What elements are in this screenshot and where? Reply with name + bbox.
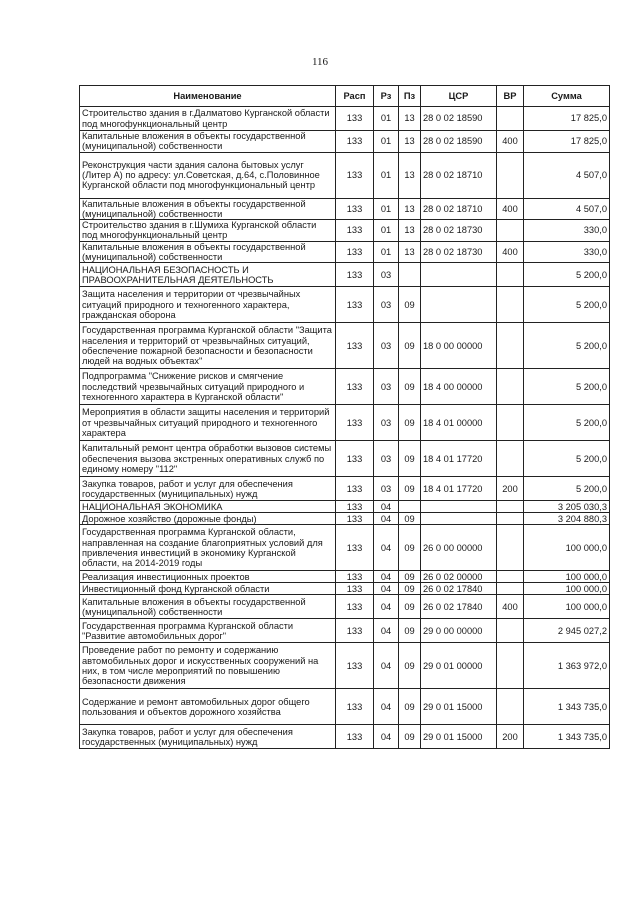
cell-rasp: 133 — [336, 689, 374, 725]
cell-sum: 5 200,0 — [524, 323, 610, 369]
cell-csr — [421, 263, 497, 287]
cell-csr: 28 0 02 18590 — [421, 107, 497, 131]
table-row — [80, 643, 610, 689]
table-row — [80, 689, 610, 725]
cell-csr — [421, 501, 497, 513]
cell-name: Дорожное хозяйство (дорожные фонды) — [80, 513, 336, 525]
cell-pz: 09 — [399, 571, 421, 583]
header-pz: Пз — [399, 86, 421, 107]
cell-rasp: 133 — [336, 571, 374, 583]
cell-name: Закупка товаров, работ и услуг для обеспечения государственных (муниципальных) нужд — [80, 725, 336, 749]
cell-vr — [497, 583, 524, 595]
cell-pz: 13 — [399, 220, 421, 242]
cell-vr — [497, 323, 524, 369]
table-row — [80, 263, 610, 287]
cell-sum: 3 204 880,3 — [524, 513, 610, 525]
cell-pz — [399, 263, 421, 287]
cell-vr — [497, 689, 524, 725]
cell-vr — [497, 287, 524, 323]
cell-sum: 5 200,0 — [524, 477, 610, 501]
cell-rasp: 133 — [336, 477, 374, 501]
cell-rz: 04 — [374, 619, 399, 643]
cell-pz — [399, 501, 421, 513]
cell-rz: 01 — [374, 241, 399, 263]
cell-rasp: 133 — [336, 263, 374, 287]
cell-sum: 330,0 — [524, 220, 610, 242]
cell-vr — [497, 152, 524, 198]
cell-pz: 09 — [399, 369, 421, 405]
cell-vr — [497, 405, 524, 441]
cell-rasp: 133 — [336, 198, 374, 220]
cell-sum: 17 825,0 — [524, 107, 610, 131]
cell-rasp: 133 — [336, 583, 374, 595]
cell-pz: 09 — [399, 323, 421, 369]
cell-sum: 5 200,0 — [524, 441, 610, 477]
cell-name: Государственная программа Курганской области "Защита населения и территорий от чрезвычайных ситуаций, обеспечение пожарной безопасности и безопасности людей на водных объектах" — [80, 323, 336, 369]
cell-rasp: 133 — [336, 241, 374, 263]
cell-name: Подпрограмма "Снижение рисков и смягчение последствий чрезвычайных ситуаций природного и техногенного характера в Курганской области" — [80, 369, 336, 405]
cell-name: Защита населения и территории от чрезвычайных ситуаций природного и техногенного характера, гражданская оборона — [80, 287, 336, 323]
page-number: 116 — [311, 56, 329, 68]
table-row — [80, 441, 610, 477]
cell-name: Реконструкция части здания салона бытовых услуг (Литер А) по адресу: ул.Советская, д.64, с.Половинное Курганской области под многофункциональный центр — [80, 152, 336, 198]
cell-rz: 01 — [374, 131, 399, 153]
cell-name: Строительство здания в г.Шумиха Курганской области под многофункциональный центр — [80, 220, 336, 242]
cell-sum: 100 000,0 — [524, 525, 610, 571]
cell-name: Содержание и ремонт автомобильных дорог общего пользования и объектов дорожного хозяйства — [80, 689, 336, 725]
cell-sum: 17 825,0 — [524, 131, 610, 153]
cell-name: Капитальные вложения в объекты государственной (муниципальной) собственности — [80, 198, 336, 220]
cell-rasp: 133 — [336, 725, 374, 749]
cell-rasp: 133 — [336, 513, 374, 525]
cell-rz: 04 — [374, 725, 399, 749]
cell-rz: 04 — [374, 583, 399, 595]
cell-vr: 400 — [497, 198, 524, 220]
cell-csr: 28 0 02 18730 — [421, 220, 497, 242]
table-row — [80, 198, 610, 220]
header-csr: ЦСР — [421, 86, 497, 107]
table-row — [80, 619, 610, 643]
cell-rasp: 133 — [336, 619, 374, 643]
cell-vr — [497, 220, 524, 242]
table-row — [80, 369, 610, 405]
cell-sum: 100 000,0 — [524, 595, 610, 619]
cell-pz: 09 — [399, 619, 421, 643]
cell-rasp: 133 — [336, 220, 374, 242]
cell-pz: 09 — [399, 643, 421, 689]
table-row — [80, 725, 610, 749]
cell-vr — [497, 263, 524, 287]
header-name: Наименование — [80, 86, 336, 107]
table-row — [80, 595, 610, 619]
cell-vr — [497, 107, 524, 131]
header-vr: ВР — [497, 86, 524, 107]
cell-sum: 3 205 030,3 — [524, 501, 610, 513]
cell-sum: 1 343 735,0 — [524, 725, 610, 749]
table-row — [80, 107, 610, 131]
cell-rasp: 133 — [336, 107, 374, 131]
cell-rz: 03 — [374, 287, 399, 323]
cell-vr — [497, 643, 524, 689]
cell-pz: 13 — [399, 107, 421, 131]
table-row — [80, 525, 610, 571]
table-row — [80, 323, 610, 369]
cell-rz: 03 — [374, 477, 399, 501]
cell-pz: 13 — [399, 198, 421, 220]
cell-pz: 09 — [399, 287, 421, 323]
cell-csr: 18 4 01 00000 — [421, 405, 497, 441]
cell-rz: 04 — [374, 525, 399, 571]
table-row — [80, 152, 610, 198]
cell-csr: 18 4 01 17720 — [421, 477, 497, 501]
cell-rasp: 133 — [336, 369, 374, 405]
cell-rasp: 133 — [336, 152, 374, 198]
cell-name: Капитальные вложения в объекты государственной (муниципальной) собственности — [80, 595, 336, 619]
cell-name: НАЦИОНАЛЬНАЯ ЭКОНОМИКА — [80, 501, 336, 513]
cell-sum: 330,0 — [524, 241, 610, 263]
cell-vr — [497, 525, 524, 571]
cell-csr: 29 0 01 15000 — [421, 689, 497, 725]
cell-csr: 29 0 00 00000 — [421, 619, 497, 643]
cell-sum: 5 200,0 — [524, 287, 610, 323]
cell-rasp: 133 — [336, 441, 374, 477]
cell-name: Реализация инвестиционных проектов — [80, 571, 336, 583]
cell-name: Государственная программа Курганской области "Развитие автомобильных дорог" — [80, 619, 336, 643]
cell-rz: 03 — [374, 263, 399, 287]
table-row — [80, 287, 610, 323]
cell-name: Капитальные вложения в объекты государственной (муниципальной) собственности — [80, 241, 336, 263]
table-row — [80, 583, 610, 595]
cell-pz: 09 — [399, 441, 421, 477]
cell-csr: 26 0 02 00000 — [421, 571, 497, 583]
cell-name: Инвестиционный фонд Курганской области — [80, 583, 336, 595]
header-rz: Рз — [374, 86, 399, 107]
cell-pz: 09 — [399, 595, 421, 619]
cell-pz: 13 — [399, 152, 421, 198]
cell-rz: 03 — [374, 323, 399, 369]
cell-rz: 01 — [374, 152, 399, 198]
cell-rz: 04 — [374, 643, 399, 689]
cell-vr — [497, 513, 524, 525]
table-header-row — [80, 86, 610, 107]
table-row — [80, 241, 610, 263]
cell-vr: 400 — [497, 595, 524, 619]
table-row — [80, 220, 610, 242]
cell-csr: 26 0 02 17840 — [421, 583, 497, 595]
cell-rasp: 133 — [336, 287, 374, 323]
cell-sum: 5 200,0 — [524, 405, 610, 441]
cell-vr — [497, 571, 524, 583]
cell-sum: 100 000,0 — [524, 583, 610, 595]
cell-sum: 1 343 735,0 — [524, 689, 610, 725]
cell-rasp: 133 — [336, 595, 374, 619]
cell-name: Закупка товаров, работ и услуг для обеспечения государственных (муниципальных) нужд — [80, 477, 336, 501]
cell-vr: 200 — [497, 725, 524, 749]
budget-table — [79, 85, 610, 749]
cell-rz: 03 — [374, 369, 399, 405]
cell-vr — [497, 369, 524, 405]
cell-csr: 26 0 00 00000 — [421, 525, 497, 571]
cell-rasp: 133 — [336, 643, 374, 689]
cell-sum: 4 507,0 — [524, 152, 610, 198]
cell-sum: 5 200,0 — [524, 369, 610, 405]
cell-rasp: 133 — [336, 131, 374, 153]
cell-csr: 28 0 02 18590 — [421, 131, 497, 153]
cell-csr: 18 0 00 00000 — [421, 323, 497, 369]
cell-pz: 09 — [399, 405, 421, 441]
cell-name: Мероприятия в области защиты населения и территорий от чрезвычайных ситуаций природного и техногенного характера — [80, 405, 336, 441]
cell-name: Проведение работ по ремонту и содержанию автомобильных дорог и искусственных сооружений на них, в том числе мероприятий по повышению безопасности движения — [80, 643, 336, 689]
cell-pz: 09 — [399, 583, 421, 595]
cell-rasp: 133 — [336, 323, 374, 369]
cell-rz: 04 — [374, 513, 399, 525]
cell-vr — [497, 441, 524, 477]
cell-rz: 04 — [374, 501, 399, 513]
cell-rz: 03 — [374, 441, 399, 477]
cell-rz: 04 — [374, 689, 399, 725]
cell-rz: 01 — [374, 198, 399, 220]
cell-csr: 28 0 02 18710 — [421, 198, 497, 220]
cell-name: НАЦИОНАЛЬНАЯ БЕЗОПАСНОСТЬ И ПРАВООХРАНИТЕЛЬНАЯ ДЕЯТЕЛЬНОСТЬ — [80, 263, 336, 287]
cell-rz: 01 — [374, 107, 399, 131]
cell-vr: 400 — [497, 241, 524, 263]
cell-csr: 28 0 02 18730 — [421, 241, 497, 263]
cell-vr — [497, 619, 524, 643]
cell-rasp: 133 — [336, 525, 374, 571]
cell-csr: 26 0 02 17840 — [421, 595, 497, 619]
cell-rz: 03 — [374, 405, 399, 441]
cell-vr: 200 — [497, 477, 524, 501]
cell-rz: 04 — [374, 571, 399, 583]
cell-sum: 100 000,0 — [524, 571, 610, 583]
cell-csr: 29 0 01 00000 — [421, 643, 497, 689]
cell-csr — [421, 287, 497, 323]
table-row — [80, 513, 610, 525]
header-rasp: Расп — [336, 86, 374, 107]
table-row — [80, 131, 610, 153]
cell-pz: 09 — [399, 525, 421, 571]
cell-name: Государственная программа Курганской области, направленная на создание благоприятных условий для привлечения инвестиций в экономику Курганской области, на 2014-2019 годы — [80, 525, 336, 571]
cell-csr — [421, 513, 497, 525]
cell-rz: 04 — [374, 595, 399, 619]
table-row — [80, 501, 610, 513]
cell-sum: 2 945 027,2 — [524, 619, 610, 643]
cell-sum: 1 363 972,0 — [524, 643, 610, 689]
cell-rasp: 133 — [336, 501, 374, 513]
cell-name: Строительство здания в г.Далматово Курганской области под многофункциональный центр — [80, 107, 336, 131]
cell-pz: 09 — [399, 689, 421, 725]
cell-vr: 400 — [497, 131, 524, 153]
cell-pz: 09 — [399, 513, 421, 525]
cell-name: Капитальные вложения в объекты государственной (муниципальной) собственности — [80, 131, 336, 153]
cell-csr: 18 4 00 00000 — [421, 369, 497, 405]
cell-rasp: 133 — [336, 405, 374, 441]
cell-vr — [497, 501, 524, 513]
cell-sum: 4 507,0 — [524, 198, 610, 220]
cell-sum: 5 200,0 — [524, 263, 610, 287]
cell-pz: 13 — [399, 131, 421, 153]
cell-pz: 09 — [399, 477, 421, 501]
cell-pz: 13 — [399, 241, 421, 263]
cell-rz: 01 — [374, 220, 399, 242]
cell-csr: 18 4 01 17720 — [421, 441, 497, 477]
header-sum: Сумма — [524, 86, 610, 107]
cell-name: Капитальный ремонт центра обработки вызовов системы обеспечения вызова экстренных оперативных служб по единому номеру "112" — [80, 441, 336, 477]
cell-pz: 09 — [399, 725, 421, 749]
table-row — [80, 405, 610, 441]
cell-csr: 29 0 01 15000 — [421, 725, 497, 749]
table-row — [80, 571, 610, 583]
cell-csr: 28 0 02 18710 — [421, 152, 497, 198]
table-body — [80, 107, 610, 749]
table-row — [80, 477, 610, 501]
